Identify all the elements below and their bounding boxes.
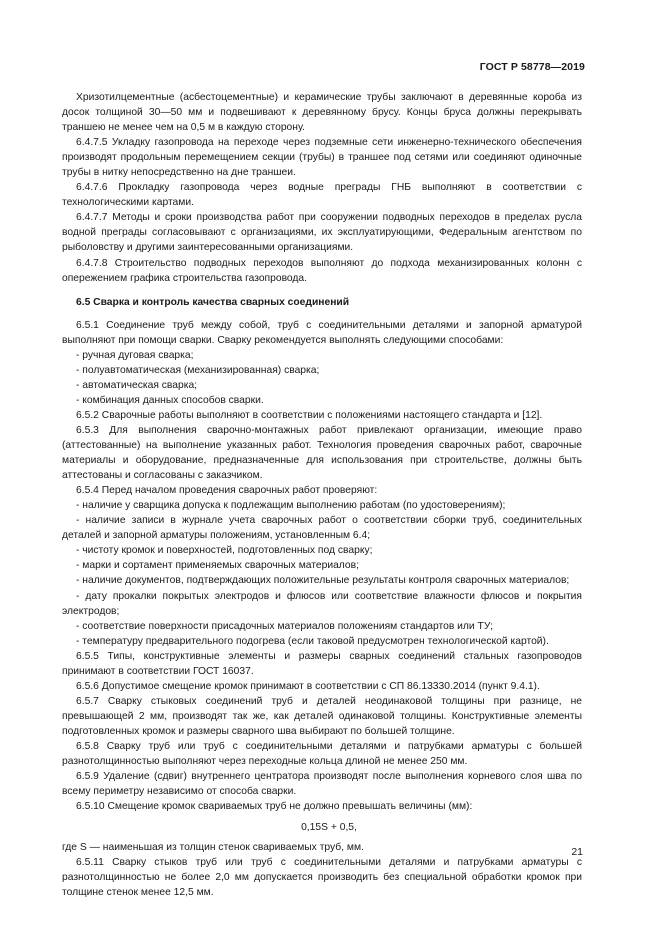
paragraph: 6.5.7 Сварку стыковых соединений труб и деталей неодинаковой толщины при разнице, не превышающей 2 мм, производят так же, как деталей одинаковой толщины. Конструктивные элементы подготовленных кромок и размеры сварного шва выбирают по большей толщине. (62, 695, 582, 737)
paragraph: где S — наименьшая из толщин стенок свариваемых труб, мм. (62, 842, 364, 854)
list-item: - наличие у сварщика допуска к подлежащим выполнению работам (по удостоверениям); (76, 500, 506, 512)
list-item: - температуру предварительного подогрева (если таковой предусмотрен технологической картой). (76, 635, 549, 647)
paragraph: 6.4.7.8 Строительство подводных переходов выполняют до подхода механизированных колонн с опережением графика строительства газопровода. (62, 257, 582, 284)
list-item: - наличие документов, подтверждающих положительные результаты контроля сварочных материалов; (76, 575, 570, 587)
list-item: - наличие записи в журнале учета сварочных работ о соответствии сборки труб, соединительных деталей и запорной арматуры положениям, установленным 6.4; (62, 515, 582, 542)
list-item: - чистоту кромок и поверхностей, подготовленных под сварку; (76, 545, 373, 557)
paragraph: 6.5.10 Смещение кромок свариваемых труб не должно превышать величины (мм): (76, 801, 473, 813)
section-heading: 6.5 Сварка и контроль качества сварных соединений (76, 296, 350, 308)
list-item: - полуавтоматическая (механизированная) сварка; (76, 364, 320, 376)
paragraph: 6.5.6 Допустимое смещение кромок принимают в соответствии с СП 86.13330.2014 (пункт 9.4.1). (76, 680, 540, 692)
paragraph: 6.5.5 Типы, конструктивные элементы и размеры сварных соединений стальных газопроводов принимают в соответствии ГОСТ 16037. (62, 650, 582, 677)
formula: 0,15S + 0,5, (301, 822, 357, 834)
paragraph: 6.5.3 Для выполнения сварочно-монтажных работ привлекают организации, имеющие право (аттестованные) на выполнение указанных работ. Технология проведения сварочных работ, сварочные материалы и оборудование, предназначенные для использования при строительстве, должны быть аттестованы и согласованы с заказчиком. (62, 424, 582, 482)
paragraph: 6.4.7.5 Укладку газопровода на переходе через подземные сети инженерно-технического обеспечения производят продольным перемещением секции (трубы) в траншее под сетями или соединяют одиночные трубы в нитку непосредственно на дне траншеи. (62, 137, 582, 179)
list-item: - ручная дуговая сварка; (76, 349, 194, 361)
page-body (62, 90, 582, 900)
paragraph: 6.4.7.7 Методы и сроки производства работ при сооружении подводных переходов в пределах русла водной преграды согласовывают с организациями, их эксплуатирующими, Федеральным агентством по рыболовству и другими заинтересованными организациями. (62, 212, 582, 254)
list-item: - дату прокалки покрытых электродов и флюсов или соответствие влажности флюсов и покрытия электродов; (62, 590, 582, 617)
list-item: - марки и сортамент применяемых сварочных материалов; (76, 560, 359, 572)
paragraph: 6.4.7.6 Прокладку газопровода через водные преграды ГНБ выполняют в соответствии с технологическими картами. (62, 182, 582, 209)
list-item: - автоматическая сварка; (76, 379, 198, 391)
list-item: - комбинация данных способов сварки. (76, 394, 264, 406)
paragraph: 6.5.4 Перед началом проведения сварочных работ проверяют: (76, 485, 378, 497)
document-header: ГОСТ Р 58778—2019 (479, 61, 585, 73)
list-item: - соответствие поверхности присадочных материалов положениям стандартов или ТУ; (76, 620, 494, 632)
paragraph: 6.5.9 Удаление (сдвиг) внутреннего центратора производят после выполнения корневого слоя шва по всему периметру независимо от способа сварки. (62, 771, 582, 798)
paragraph: 6.5.2 Сварочные работы выполняют в соответствии с положениями настоящего стандарта и [12]. (76, 409, 543, 421)
paragraph: 6.5.11 Сварку стыков труб или труб с соединительными деталями и патрубками арматуры с разнотолщинностью не более 2,0 мм допускается производить без специальной обработки кромок при толщине стенок менее 12,5 мм. (62, 857, 582, 899)
paragraph: Хризотилцементные (асбестоцементные) и керамические трубы заключают в деревянные короба из досок толщиной 30—50 мм и подвешивают к деревянному брусу. Концы бруса должны перекрывать траншею не менее чем на 0,5 м в каждую сторону. (62, 92, 582, 134)
paragraph: 6.5.8 Сварку труб или труб с соединительными деталями и патрубками арматуры с большей разнотолщинностью выполняют через переходные кольца длиной не менее 250 мм. (62, 740, 582, 768)
paragraph: 6.5.1 Соединение труб между собой, труб с соединительными деталями и запорной арматурой выполняют при помощи сварки. Сварку рекомендуется выполнять следующими способами: (62, 319, 582, 346)
page-number: 21 (571, 846, 583, 858)
